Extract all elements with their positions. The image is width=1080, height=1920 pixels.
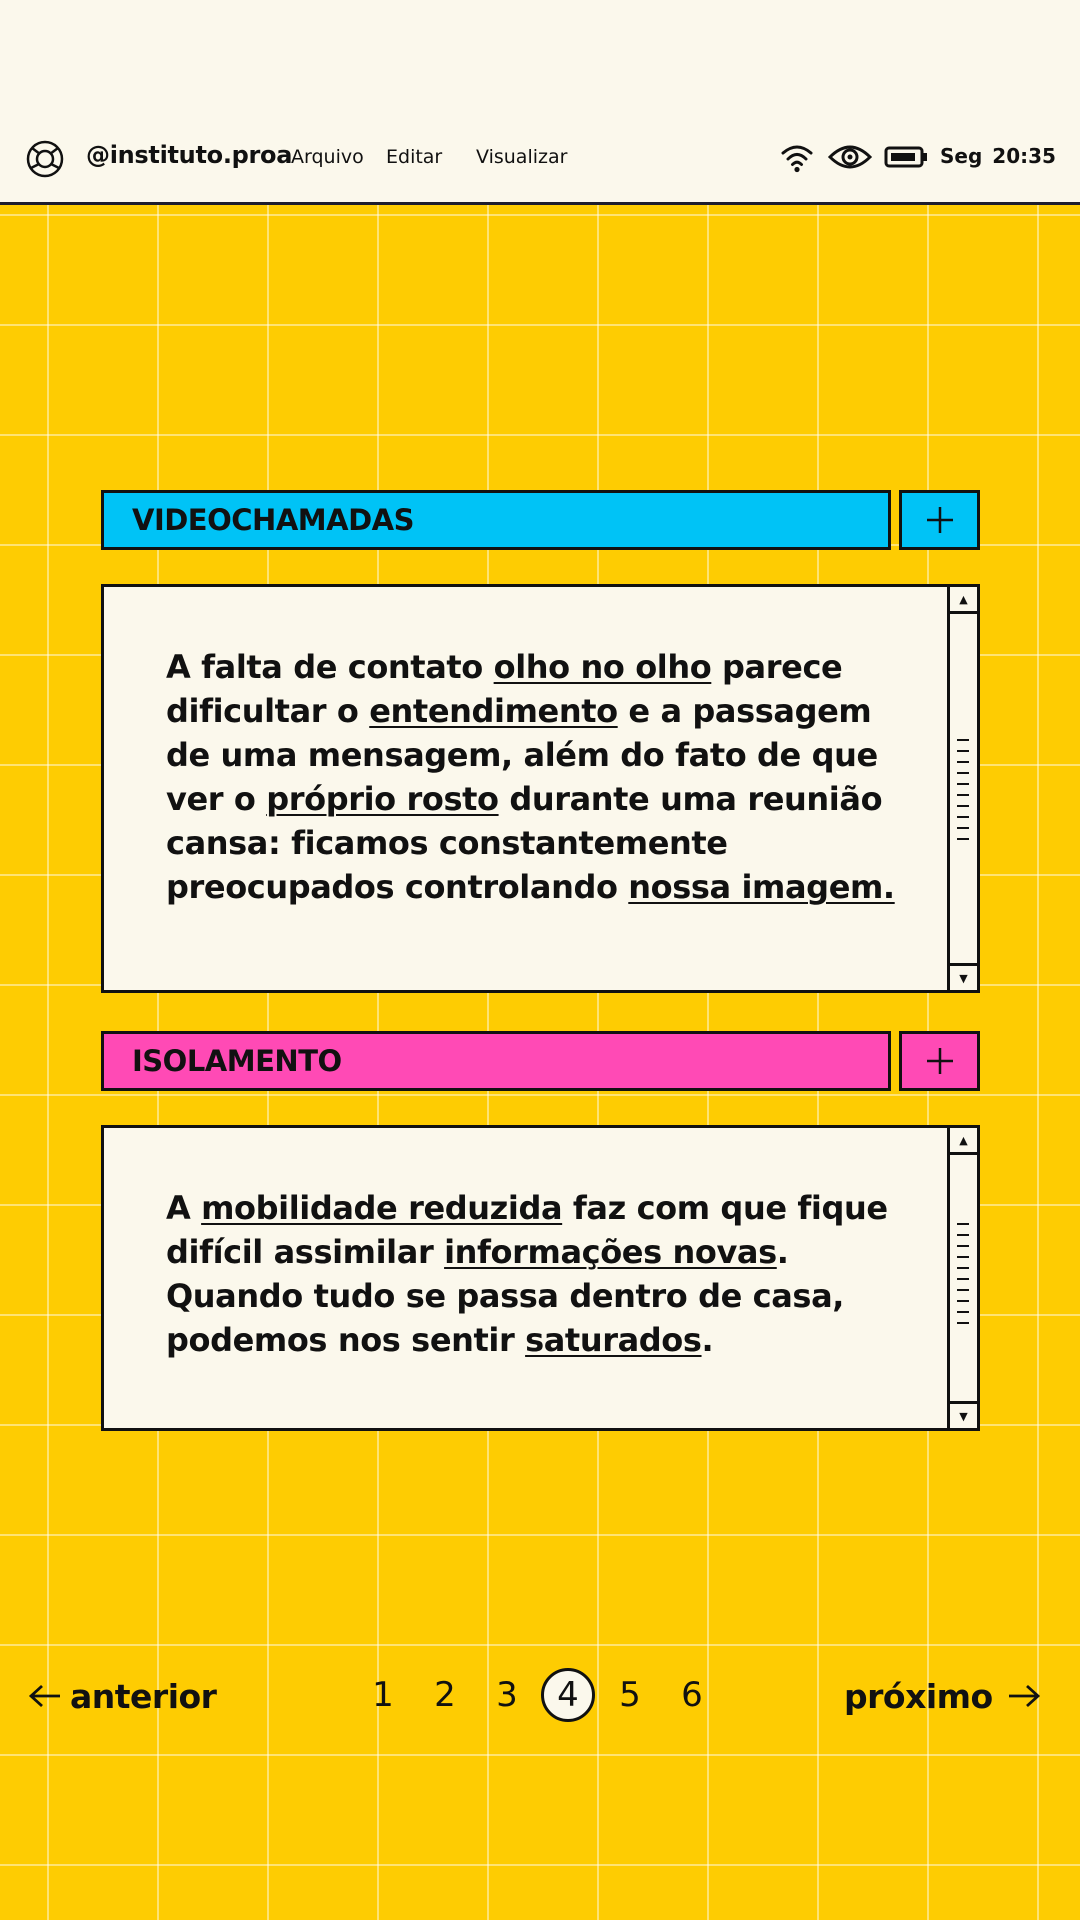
clock-day: Seg xyxy=(940,144,983,168)
menu-bar-row xyxy=(0,136,1080,180)
highlighted-phrase: olho no olho xyxy=(493,648,712,686)
page-4-button-current[interactable]: 4 xyxy=(541,1668,595,1722)
arrow-right-icon xyxy=(1007,1684,1041,1708)
logo-icon[interactable] xyxy=(24,138,66,180)
scroll-up-arrow-icon[interactable]: ▲ xyxy=(950,1128,977,1155)
scrollbar[interactable] xyxy=(947,587,977,990)
menu-visualizar[interactable]: Visualizar xyxy=(476,146,568,168)
page-3-button[interactable]: 3 xyxy=(496,1675,518,1715)
page-6-button[interactable]: 6 xyxy=(681,1675,703,1715)
plus-icon xyxy=(925,505,955,535)
scroll-grip-icon[interactable] xyxy=(957,739,969,849)
text-segment: . xyxy=(701,1321,714,1359)
expand-isolamento-button[interactable] xyxy=(899,1031,980,1091)
text-segment: . Quando tudo se passa dentro de casa, podemos nos sentir xyxy=(166,1233,845,1359)
highlighted-phrase: entendimento xyxy=(369,692,618,730)
text-segment: A falta de contato xyxy=(166,648,494,686)
panel-text xyxy=(166,1186,896,1362)
page-2-button[interactable]: 2 xyxy=(434,1675,456,1715)
menu-bar xyxy=(0,0,1080,205)
scroll-down-arrow-icon[interactable]: ▼ xyxy=(950,1401,977,1428)
scrollbar[interactable] xyxy=(947,1128,977,1428)
plus-icon xyxy=(925,1046,955,1076)
next-page-link[interactable] xyxy=(844,1668,1041,1724)
scroll-grip-icon[interactable] xyxy=(957,1223,969,1333)
previous-label: anterior xyxy=(70,1676,217,1716)
menu-arquivo[interactable]: Arquivo xyxy=(291,146,364,168)
eye-icon[interactable] xyxy=(828,140,872,174)
expand-videochamadas-button[interactable] xyxy=(899,490,980,550)
clock-time: 20:35 xyxy=(992,144,1056,168)
pagination xyxy=(0,1668,1080,1728)
highlighted-phrase: mobilidade reduzida xyxy=(201,1189,563,1227)
account-handle[interactable]: @instituto.proa xyxy=(86,141,293,169)
section-header-isolamento xyxy=(101,1031,891,1091)
text-panel-isolamento xyxy=(101,1125,980,1431)
page-1-button[interactable]: 1 xyxy=(372,1675,394,1715)
text-segment: e a passagem de uma mensagem, além do fato de que ver o xyxy=(166,692,878,818)
text-segment: durante uma reunião cansa: ficamos constantemente preocupados controlando xyxy=(166,780,883,906)
panel-text xyxy=(166,645,896,909)
battery-icon[interactable] xyxy=(884,140,928,174)
section-title: VIDEOCHAMADAS xyxy=(132,503,414,537)
highlighted-phrase: próprio rosto xyxy=(266,780,499,818)
section-header-videochamadas xyxy=(101,490,891,550)
menu-editar[interactable]: Editar xyxy=(386,146,443,168)
scroll-down-arrow-icon[interactable]: ▼ xyxy=(950,963,977,990)
highlighted-phrase: nossa imagem. xyxy=(628,868,895,906)
arrow-left-icon xyxy=(28,1684,62,1708)
text-panel-videochamadas xyxy=(101,584,980,993)
clock xyxy=(940,144,1056,168)
text-segment: faz com que fique difícil assimilar xyxy=(166,1189,888,1271)
highlighted-phrase: saturados xyxy=(525,1321,702,1359)
text-segment: parece dificultar o xyxy=(166,648,843,730)
scroll-up-arrow-icon[interactable]: ▲ xyxy=(950,587,977,614)
previous-page-link[interactable] xyxy=(28,1668,216,1724)
section-title: ISOLAMENTO xyxy=(132,1044,342,1078)
next-label: próximo xyxy=(844,1676,993,1716)
page-5-button[interactable]: 5 xyxy=(619,1675,641,1715)
wifi-icon[interactable] xyxy=(780,140,814,174)
text-segment: A xyxy=(166,1189,202,1227)
highlighted-phrase: informações novas xyxy=(444,1233,777,1271)
